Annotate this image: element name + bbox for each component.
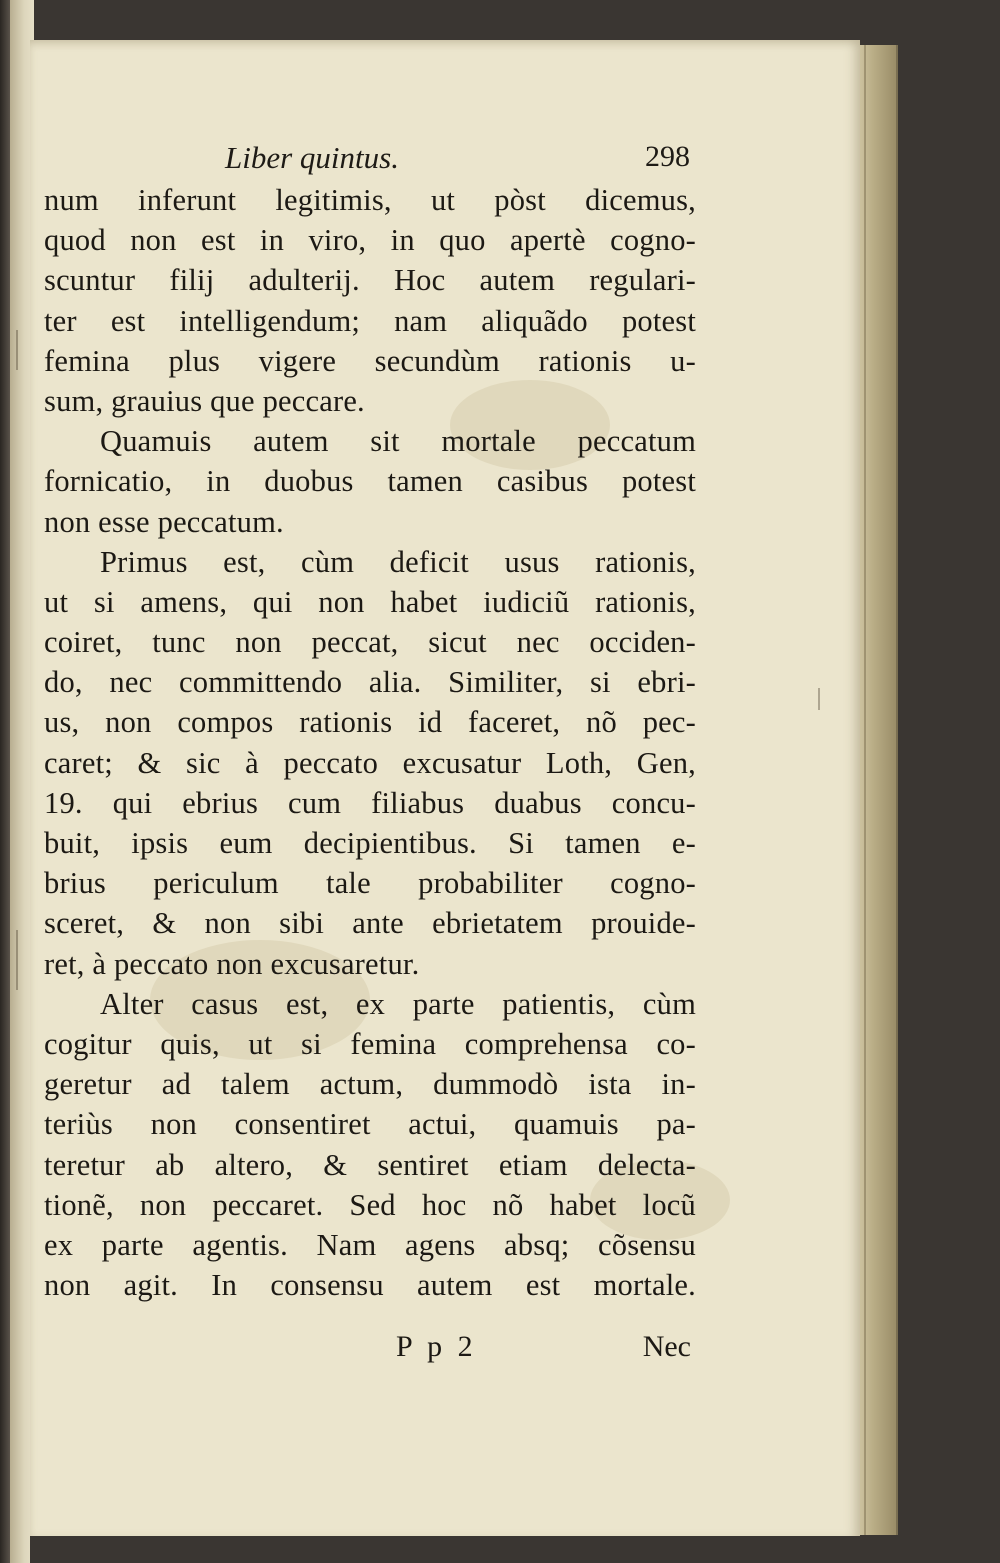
signature-mark: P p 2 — [396, 1330, 477, 1363]
text-line: ter est intelligendum; nam aliquãdo potest — [44, 303, 696, 338]
text-line: cogitur quis, ut si femina comprehensa co- — [44, 1026, 696, 1061]
text-line: brius periculum tale probabiliter cogno- — [44, 866, 696, 901]
running-head — [225, 140, 690, 180]
body-text — [44, 180, 696, 1305]
text-line: sum, grauius que peccare. — [44, 383, 365, 418]
text-line: do, nec committendo alia. Similiter, si ebri- — [44, 665, 696, 700]
text-line: ex parte agentis. Nam agens absq; cõsensu — [44, 1227, 696, 1262]
text-line: Primus est, cùm deficit usus rationis, — [100, 544, 696, 579]
text-line: coiret, tunc non peccat, sicut nec occiden- — [44, 625, 696, 660]
text-line: 19. qui ebrius cum filiabus duabus concu- — [44, 785, 696, 820]
page-footer — [396, 1330, 691, 1370]
text-line: ut si amens, qui non habet iudiciũ rationis, — [44, 584, 696, 619]
page-fore-edge — [858, 45, 898, 1535]
text-line: buit, ipsis eum decipientibus. Si tamen e- — [44, 826, 696, 860]
text-line: ret, à peccato non excusaretur. — [44, 946, 420, 981]
text-line: teriùs non consentiret actui, quamuis pa- — [44, 1107, 696, 1142]
text-line: quod non est in viro, in quo apertè cogno- — [44, 223, 696, 258]
text-line: tionẽ, non peccaret. Sed hoc nõ habet locũ — [44, 1187, 696, 1222]
margin-mark — [16, 930, 18, 990]
margin-mark — [16, 330, 18, 370]
text-line: scuntur filij adulterij. Hoc autem regulari- — [44, 263, 696, 298]
text-line: Quamuis autem sit mortale peccatum — [100, 424, 696, 459]
text-line: teretur ab altero, & sentiret etiam delecta- — [44, 1147, 696, 1182]
running-head-title: Liber quintus. — [225, 140, 399, 175]
text-line: non agit. In consensu autem est mortale. — [44, 1268, 696, 1303]
text-line: caret; & sic à peccato excusatur Loth, Gen, — [44, 745, 696, 780]
text-line: fornicatio, in duobus tamen casibus potest — [44, 464, 696, 499]
page-bottom-shadow — [30, 1536, 896, 1563]
text-line: us, non compos rationis id faceret, nõ pec- — [44, 705, 696, 740]
page-number: 298 — [645, 140, 690, 173]
text-line: non esse peccatum. — [44, 504, 284, 539]
margin-mark — [818, 688, 820, 710]
text-line: geretur ad talem actum, dummodò ista in- — [44, 1067, 696, 1102]
catchword: Nec — [642, 1330, 691, 1363]
text-line: femina plus vigere secundùm rationis u- — [44, 343, 696, 378]
text-line: sceret, & non sibi ante ebrietatem prouide- — [44, 906, 696, 941]
text-line: num inferunt legitimis, ut pòst dicemus, — [44, 183, 696, 217]
text-line: Alter casus est, ex parte patientis, cùm — [100, 986, 696, 1021]
